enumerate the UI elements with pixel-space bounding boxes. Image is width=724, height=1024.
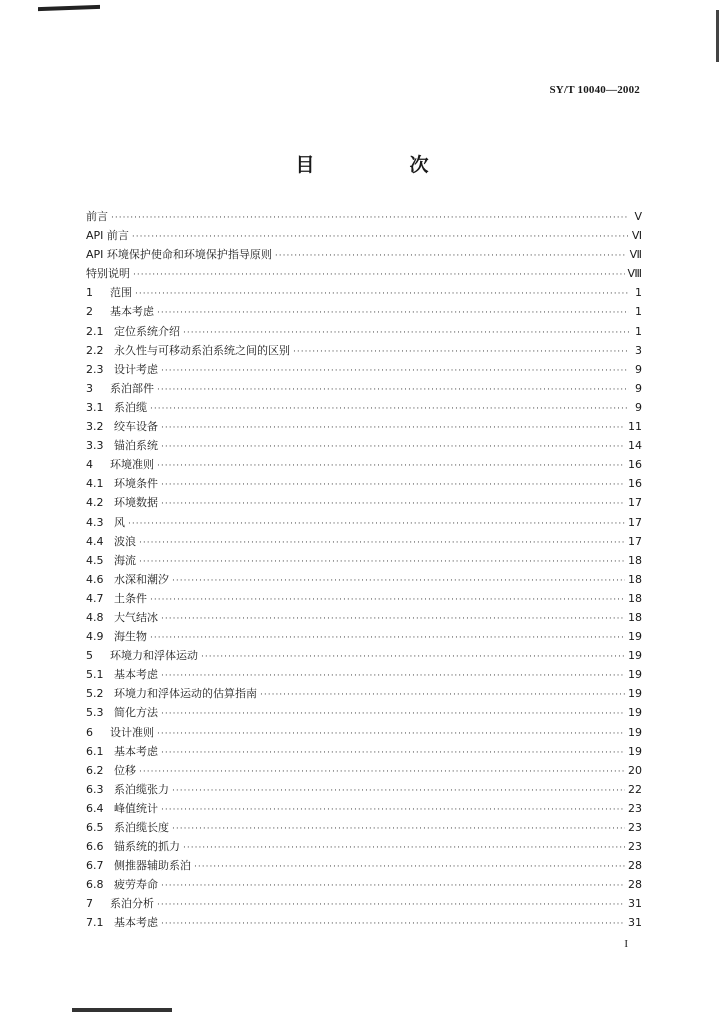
toc-entry-page: 20 <box>628 763 642 777</box>
toc-leader-dots <box>157 457 625 476</box>
toc-entry-number: 6.3 <box>86 782 104 796</box>
toc-leader-dots <box>172 820 625 839</box>
toc-entry[interactable] <box>86 665 642 684</box>
toc-entry-number: 6.5 <box>86 821 104 834</box>
toc-leader-dots <box>139 534 625 553</box>
toc-entry-label: 海流 <box>114 553 136 567</box>
toc-entry-page: 19 <box>628 687 642 701</box>
toc-entry-number: 6 <box>86 725 93 739</box>
toc-entry-page: 9 <box>635 400 642 414</box>
toc-entry[interactable] <box>86 799 642 818</box>
toc-entry-number: 2.1 <box>86 324 104 338</box>
toc-entry[interactable] <box>86 703 642 722</box>
toc-entry[interactable] <box>86 360 642 379</box>
toc-entry-label: 风 <box>114 515 125 529</box>
toc-entry-label: 基本考虑 <box>114 916 158 930</box>
toc-entry-page: 1 <box>635 324 642 338</box>
toc-entry-page: 14 <box>628 439 642 453</box>
toc-entry[interactable] <box>86 818 642 837</box>
toc-entry[interactable] <box>86 913 642 932</box>
toc-leader-dots <box>157 725 625 744</box>
toc-entry[interactable] <box>86 322 642 341</box>
toc-leader-dots <box>157 381 629 400</box>
toc-entry-page: 31 <box>628 916 642 930</box>
toc-leader-dots <box>150 629 625 648</box>
toc-entry-number: 3.3 <box>86 439 104 453</box>
toc-entry-number: 4.1 <box>86 477 104 491</box>
toc-leader-dots <box>172 572 625 591</box>
toc-entry-page: 1 <box>635 286 642 300</box>
toc-entry[interactable] <box>86 608 642 627</box>
toc-entry-label: 土条件 <box>114 591 147 605</box>
toc-entry-number: 7.1 <box>86 916 104 930</box>
toc-entry-number: 4.6 <box>86 572 104 586</box>
toc-entry-label: API 前言 <box>86 229 129 243</box>
toc-entry-page: 28 <box>628 878 642 892</box>
toc-entry-page: 23 <box>628 801 642 815</box>
toc-entry[interactable] <box>86 341 642 360</box>
toc-entry[interactable] <box>86 245 642 264</box>
toc-entry-page: 17 <box>628 534 642 548</box>
toc-entry-label: 环境力和浮体运动的估算指南 <box>114 687 257 701</box>
toc-entry-number: 4.2 <box>86 496 104 510</box>
toc-leader-dots <box>128 515 625 534</box>
toc-entry-label: 前言 <box>86 210 108 223</box>
toc-entry-number: 4.3 <box>86 515 104 529</box>
toc-leader-dots <box>275 247 627 266</box>
toc-entry[interactable] <box>86 302 642 321</box>
toc-entry-label: 定位系统介绍 <box>114 324 180 338</box>
toc-entry[interactable] <box>86 417 642 436</box>
toc-leader-dots <box>139 553 625 572</box>
toc-entry[interactable] <box>86 856 642 875</box>
toc-entry-page: 19 <box>628 668 642 682</box>
toc-leader-dots <box>150 400 629 419</box>
toc-entry-page: Ⅵ <box>631 229 642 243</box>
toc-entry[interactable] <box>86 455 642 474</box>
toc-leader-dots <box>139 763 625 782</box>
toc-entry-number: 4 <box>86 458 93 472</box>
toc-entry-number: 2.3 <box>86 362 104 376</box>
toc-entry-label: 水深和潮汐 <box>114 572 169 586</box>
toc-entry[interactable] <box>86 875 642 894</box>
toc-entry[interactable] <box>86 780 642 799</box>
toc-entry[interactable] <box>86 283 642 302</box>
toc-entry[interactable] <box>86 532 642 551</box>
toc-leader-dots <box>161 877 625 896</box>
toc-entry-number: 5.1 <box>86 668 104 682</box>
toc-leader-dots <box>260 686 625 705</box>
toc-entry-label: 系泊缆 <box>114 400 147 414</box>
toc-entry-label: 范围 <box>110 286 132 300</box>
toc-entry-number: 6.7 <box>86 859 104 873</box>
toc-entry[interactable] <box>86 379 642 398</box>
toc-entry-page: 18 <box>628 553 642 567</box>
toc-entry-page: 23 <box>628 840 642 854</box>
toc-entry[interactable] <box>86 761 642 780</box>
toc-leader-dots <box>135 285 629 304</box>
toc-leader-dots <box>161 610 625 629</box>
toc-leader-dots <box>150 591 625 610</box>
toc-entry-page: 19 <box>628 630 642 644</box>
toc-leader-dots <box>111 209 629 228</box>
toc-leader-dots <box>161 438 625 457</box>
toc-leader-dots <box>161 705 625 724</box>
toc-entry-page: Ⅶ <box>629 248 642 262</box>
toc-entry[interactable] <box>86 207 642 226</box>
toc-leader-dots <box>161 495 625 514</box>
toc-leader-dots <box>161 476 625 495</box>
toc-entry-page: 17 <box>628 496 642 510</box>
toc-entry-label: 大气结冰 <box>114 610 158 624</box>
toc-entry-page: Ⅷ <box>627 267 642 281</box>
toc-entry-page: 18 <box>628 591 642 605</box>
toc-entry[interactable] <box>86 551 642 570</box>
toc-entry-number: 3 <box>86 381 93 395</box>
toc-entry-page: 9 <box>635 381 642 395</box>
toc-entry-label: 系泊部件 <box>110 381 154 395</box>
toc-entry-page: 17 <box>628 515 642 529</box>
toc-entry[interactable] <box>86 837 642 856</box>
scan-artifact-top-left <box>38 5 100 11</box>
toc-entry-page: 19 <box>628 706 642 720</box>
toc-entry-number: 4.8 <box>86 610 104 624</box>
toc-entry[interactable] <box>86 570 642 589</box>
toc-entry[interactable] <box>86 436 642 455</box>
page-title: 目 次 <box>295 154 467 176</box>
toc-entry[interactable] <box>86 398 642 417</box>
toc-entry[interactable] <box>86 264 642 283</box>
toc-entry-page: 1 <box>635 305 642 319</box>
toc-entry[interactable] <box>86 646 642 665</box>
toc-entry-number: 6.6 <box>86 840 104 854</box>
toc-entry-page: 19 <box>628 744 642 758</box>
toc-entry[interactable] <box>86 894 642 913</box>
toc-entry-number: 2 <box>86 305 93 319</box>
toc-entry-label: 环境数据 <box>114 496 158 510</box>
toc-entry-number: 4.7 <box>86 591 104 605</box>
toc-entry-label: 波浪 <box>114 534 136 548</box>
toc-leader-dots <box>161 744 625 763</box>
toc-entry-label: 海生物 <box>114 630 147 644</box>
toc-entry-page: 11 <box>628 420 642 434</box>
toc-entry-label: 疲劳寿命 <box>114 878 158 892</box>
toc-entry-page: 18 <box>628 572 642 586</box>
toc-entry[interactable] <box>86 226 642 245</box>
toc-entry[interactable] <box>86 723 642 742</box>
toc-entry-label: 简化方法 <box>114 706 158 720</box>
toc-entry-label: 设计考虑 <box>114 362 158 376</box>
toc-entry-page: 19 <box>628 649 642 663</box>
toc-entry-label: 锚系统的抓力 <box>114 840 180 854</box>
toc-entry[interactable] <box>86 493 642 512</box>
toc-entry-label: 特别说明 <box>86 267 130 281</box>
toc-entry-label: 环境力和浮体运动 <box>110 649 198 663</box>
toc-entry-label: 锚泊系统 <box>114 439 158 453</box>
toc-entry-number: 3.1 <box>86 400 104 414</box>
toc-entry-label: 系泊缆长度 <box>114 821 169 834</box>
toc-entry-number: 4.4 <box>86 534 104 548</box>
toc-entry-page: 3 <box>635 343 642 357</box>
toc-leader-dots <box>172 782 625 801</box>
toc-entry-number: 6.1 <box>86 744 104 758</box>
toc-entry-label: 基本考虑 <box>114 744 158 758</box>
toc-entry-number: 6.8 <box>86 878 104 892</box>
toc-entry-number: 5.2 <box>86 687 104 701</box>
toc-leader-dots <box>194 858 625 877</box>
toc-entry-label: 环境准则 <box>110 458 154 472</box>
toc-leader-dots <box>161 419 625 438</box>
toc-entry[interactable] <box>86 742 642 761</box>
toc-entry-number: 1 <box>86 286 93 300</box>
toc-leader-dots <box>161 801 625 820</box>
toc-entry-page: V <box>634 210 642 223</box>
toc-entry-page: 23 <box>628 821 642 834</box>
toc-entry[interactable] <box>86 589 642 608</box>
scan-artifact-bottom-left <box>72 1008 172 1012</box>
toc-leader-dots <box>201 648 625 667</box>
toc-entry-number: 7 <box>86 897 93 911</box>
toc-entry-label: 系泊分析 <box>110 897 154 911</box>
toc-entry[interactable] <box>86 684 642 703</box>
toc-leader-dots <box>133 266 625 285</box>
toc-entry-page: 16 <box>628 477 642 491</box>
toc-entry-page: 22 <box>628 782 642 796</box>
page-number: I <box>624 938 628 950</box>
toc-entry-number: 2.2 <box>86 343 104 357</box>
toc-entry-label: 位移 <box>114 763 136 777</box>
toc-entry-page: 31 <box>628 897 642 911</box>
toc-entry-number: 3.2 <box>86 420 104 434</box>
toc-leader-dots <box>157 896 625 915</box>
toc-entry-page: 18 <box>628 610 642 624</box>
toc-entry-page: 19 <box>628 725 642 739</box>
toc-entry[interactable] <box>86 627 642 646</box>
toc-entry-label: 峰值统计 <box>114 801 158 815</box>
toc-entry-number: 5.3 <box>86 706 104 720</box>
toc-leader-dots <box>293 343 629 362</box>
toc-entry-number: 4.9 <box>86 630 104 644</box>
toc-entry-label: 侧推器辅助系泊 <box>114 859 191 873</box>
toc-entry-label: 绞车设备 <box>114 420 158 434</box>
toc-entry-number: 4.5 <box>86 553 104 567</box>
toc-leader-dots <box>157 304 629 323</box>
scan-artifact-top-right <box>716 10 719 62</box>
toc-entry-label: 基本考虑 <box>110 305 154 319</box>
toc-entry[interactable] <box>86 474 642 493</box>
toc-leader-dots <box>161 362 629 381</box>
toc-entry-page: 16 <box>628 458 642 472</box>
toc-entry-page: 28 <box>628 859 642 873</box>
toc-entry-number: 6.4 <box>86 801 104 815</box>
document-code: SY/T 10040—2002 <box>549 84 640 96</box>
toc-entry-label: 永久性与可移动系泊系统之间的区别 <box>114 343 290 357</box>
toc-entry-number: 5 <box>86 649 93 663</box>
toc-entry-label: API 环境保护使命和环境保护指导原则 <box>86 248 272 262</box>
toc-leader-dots <box>183 839 625 858</box>
toc-entry-label: 系泊缆张力 <box>114 782 169 796</box>
toc-entry-number: 6.2 <box>86 763 104 777</box>
table-of-contents <box>86 207 642 933</box>
toc-entry-label: 环境条件 <box>114 477 158 491</box>
toc-entry-label: 基本考虑 <box>114 668 158 682</box>
toc-leader-dots <box>161 915 625 934</box>
toc-entry-page: 9 <box>635 362 642 376</box>
toc-entry[interactable] <box>86 513 642 532</box>
toc-entry-label: 设计准则 <box>110 725 154 739</box>
